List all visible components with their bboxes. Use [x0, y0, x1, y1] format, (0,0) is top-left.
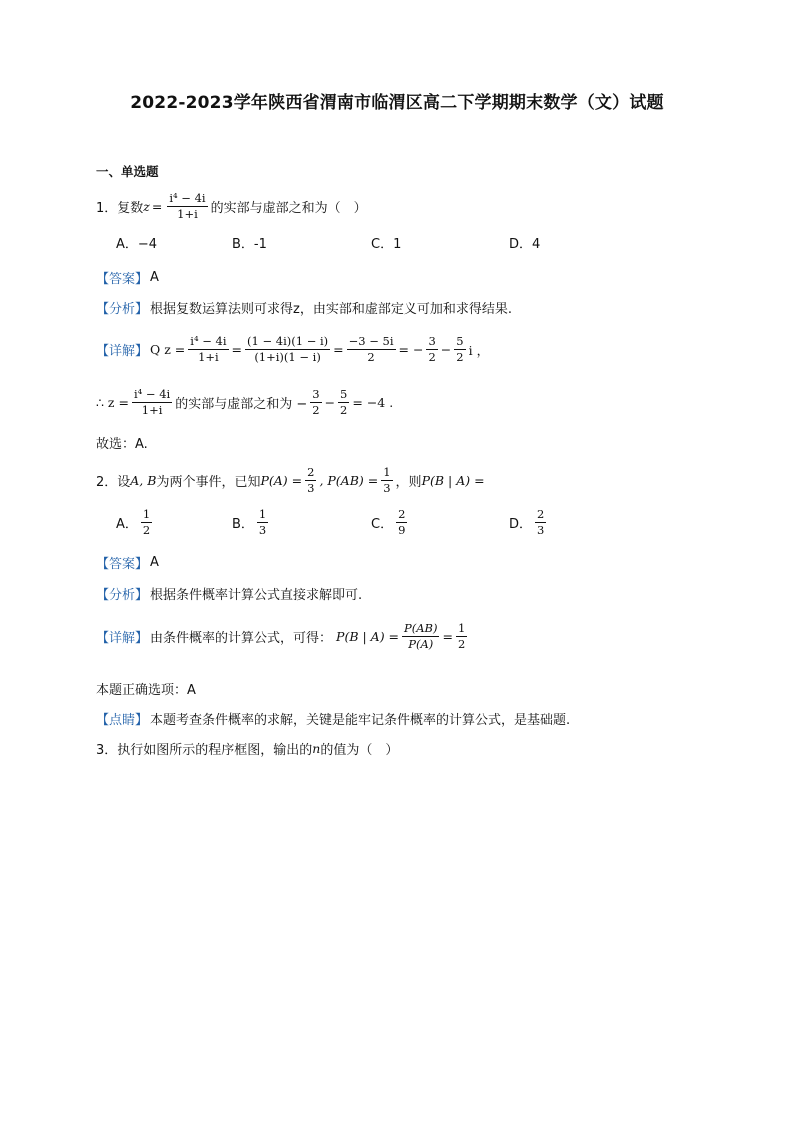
question-1: 1．复数 z = $\frac{\text{i⁴ − 4i}}{1+i}$ 的实部与虚部之和为（ ） — [96, 191, 367, 222]
q2-option-d[interactable]: D． $\frac{2}{3}$ — [509, 507, 545, 538]
q1-analysis: 【分析】 根据复数运算法则可求得z，由实部和虚部定义可加和求得结果. — [96, 302, 512, 317]
q2-option-c[interactable]: C． $\frac{2}{9}$ — [371, 507, 406, 538]
q2-option-a[interactable]: A． $\frac{1}{2}$ — [116, 507, 151, 538]
q1-answer: 【答案】 A — [96, 270, 159, 287]
fraction: $\frac{\text{i⁴ − 4i}}{1+i}$ — [169, 191, 206, 222]
q1-choose: 故选：A. — [96, 437, 148, 452]
question-2: 2．设 A, B 为两个事件，已知 P(A) = $\frac{2}{3}$ , P(AB) = $\frac{1}{3}$ ，则 P(B | A) = — [96, 465, 485, 496]
q2-correct: 本题正确选项：A — [96, 683, 196, 698]
q1-detail: 【详解】 Q z = $\frac{\text{i⁴ − 4i}}{1+i}$ = $\frac{(1 - 4i)(1 - i)}{(1+i)(1 - i)}$ = $\frac{-3 - 5i}{2}$ = − $\frac{3}{2}$ − $\frac{5}{2}$ i ， — [96, 334, 490, 365]
question-3: 3．执行如图所示的程序框图，输出的 n 的值为（ ） — [96, 741, 399, 758]
q2-comment: 【点睛】 本题考查条件概率的求解，关键是能牢记条件概率的计算公式，是基础题. — [96, 713, 571, 728]
document-title: 2022-2023学年陕西省渭南市临渭区高二下学期期末数学（文）试题 — [130, 93, 664, 113]
section-heading: 一、单选题 — [96, 164, 159, 179]
q1-option-b[interactable]: B．-1 — [232, 237, 267, 252]
q2-detail: 【详解】 由条件概率的计算公式，可得： P(B | A) = $\frac{P(AB)}{P(A)}$ = $\frac{1}{2}$ — [96, 621, 466, 652]
q1-option-c[interactable]: C．1 — [371, 237, 402, 252]
q1-option-d[interactable]: D．4 — [509, 237, 541, 252]
q2-analysis: 【分析】 根据条件概率计算公式直接求解即可. — [96, 588, 363, 603]
q2-answer: 【答案】 A — [96, 555, 159, 572]
q2-option-b[interactable]: B． $\frac{1}{3}$ — [232, 507, 267, 538]
q1-conclusion: ∴ z = $\frac{\text{i⁴ − 4i}}{1+i}$ 的实部与虚部之和为 − $\frac{3}{2}$ − $\frac{5}{2}$ = −4 . — [96, 387, 394, 418]
q1-option-a[interactable]: A．−4 — [116, 237, 158, 252]
